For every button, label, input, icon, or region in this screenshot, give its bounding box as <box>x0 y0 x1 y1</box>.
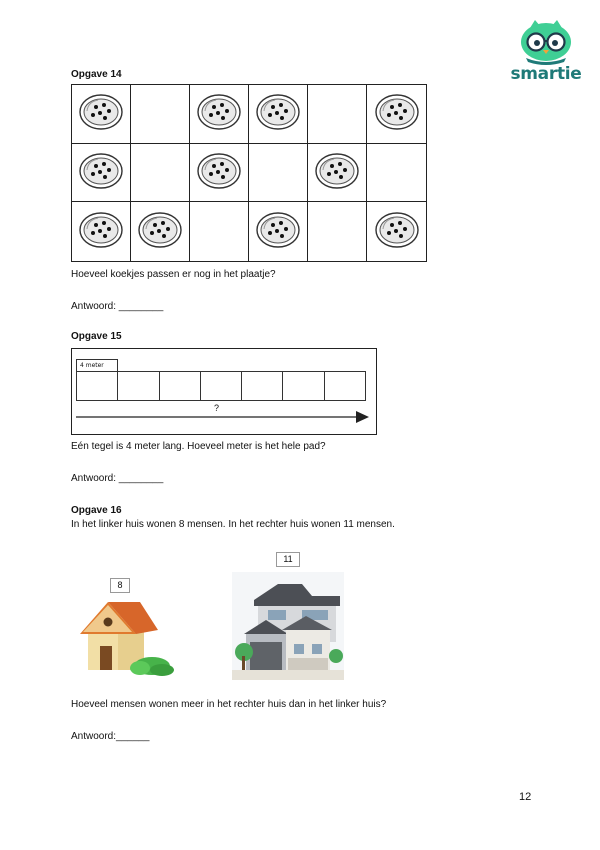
cookie-icon <box>314 151 360 194</box>
large-house-icon <box>232 572 344 680</box>
path-tile <box>118 372 159 400</box>
grid-cell-empty <box>308 202 367 261</box>
grid-cell-empty <box>367 144 426 203</box>
grid-cell-empty <box>131 85 190 144</box>
unknown-length-label: ? <box>214 403 220 413</box>
grid-cell-cookie <box>72 85 131 144</box>
cookie-grid <box>71 84 427 262</box>
opgave-15-question: Eén tegel is 4 meter lang. Hoeveel meter is het hele pad? <box>71 441 326 452</box>
opgave-14-question: Hoeveel koekjes passen er nog in het plaatje? <box>71 269 276 280</box>
grid-cell-cookie <box>367 85 426 144</box>
grid-cell-cookie <box>72 144 131 203</box>
path-tile <box>201 372 242 400</box>
cookie-icon <box>137 210 183 253</box>
opgave-15-title: Opgave 15 <box>71 331 122 342</box>
small-house-icon <box>78 598 176 680</box>
cookie-icon <box>196 151 242 194</box>
cookie-icon <box>78 151 124 194</box>
path-tile <box>242 372 283 400</box>
page-number: 12 <box>519 791 532 803</box>
grid-cell-cookie <box>190 85 249 144</box>
logo-text: smartie <box>510 64 582 84</box>
cookie-icon <box>255 210 301 253</box>
tile-row <box>76 371 366 401</box>
cookie-icon <box>255 92 301 135</box>
opgave-14-answer[interactable]: Antwoord: ________ <box>71 301 164 312</box>
grid-cell-cookie <box>249 202 308 261</box>
cookie-icon <box>78 210 124 253</box>
opgave-16-answer[interactable]: Antwoord:______ <box>71 731 150 742</box>
opgave-15-answer[interactable]: Antwoord: ________ <box>71 473 164 484</box>
path-tile <box>160 372 201 400</box>
path-tile <box>325 372 365 400</box>
right-house-count: 11 <box>276 552 300 567</box>
arrow-right-icon <box>76 410 370 424</box>
grid-cell-cookie <box>308 144 367 203</box>
grid-cell-empty <box>249 144 308 203</box>
grid-cell-cookie <box>249 85 308 144</box>
cookie-icon <box>374 210 420 253</box>
tile-length-label: 4 meter <box>76 359 118 371</box>
cookie-icon <box>196 92 242 135</box>
grid-cell-cookie <box>367 202 426 261</box>
grid-cell-cookie <box>72 202 131 261</box>
grid-cell-empty <box>190 202 249 261</box>
grid-cell-empty <box>131 144 190 203</box>
cookie-icon <box>374 92 420 135</box>
path-tile <box>77 372 118 400</box>
cookie-icon <box>78 92 124 135</box>
opgave-14-title: Opgave 14 <box>71 69 122 80</box>
grid-cell-cookie <box>131 202 190 261</box>
path-tile <box>283 372 324 400</box>
opgave-16-title: Opgave 16 <box>71 505 122 516</box>
grid-cell-cookie <box>190 144 249 203</box>
opgave-16-intro: In het linker huis wonen 8 mensen. In het rechter huis wonen 11 mensen. <box>71 519 395 530</box>
grid-cell-empty <box>308 85 367 144</box>
opgave-16-question: Hoeveel mensen wonen meer in het rechter huis dan in het linker huis? <box>71 699 387 710</box>
left-house-count: 8 <box>110 578 130 593</box>
